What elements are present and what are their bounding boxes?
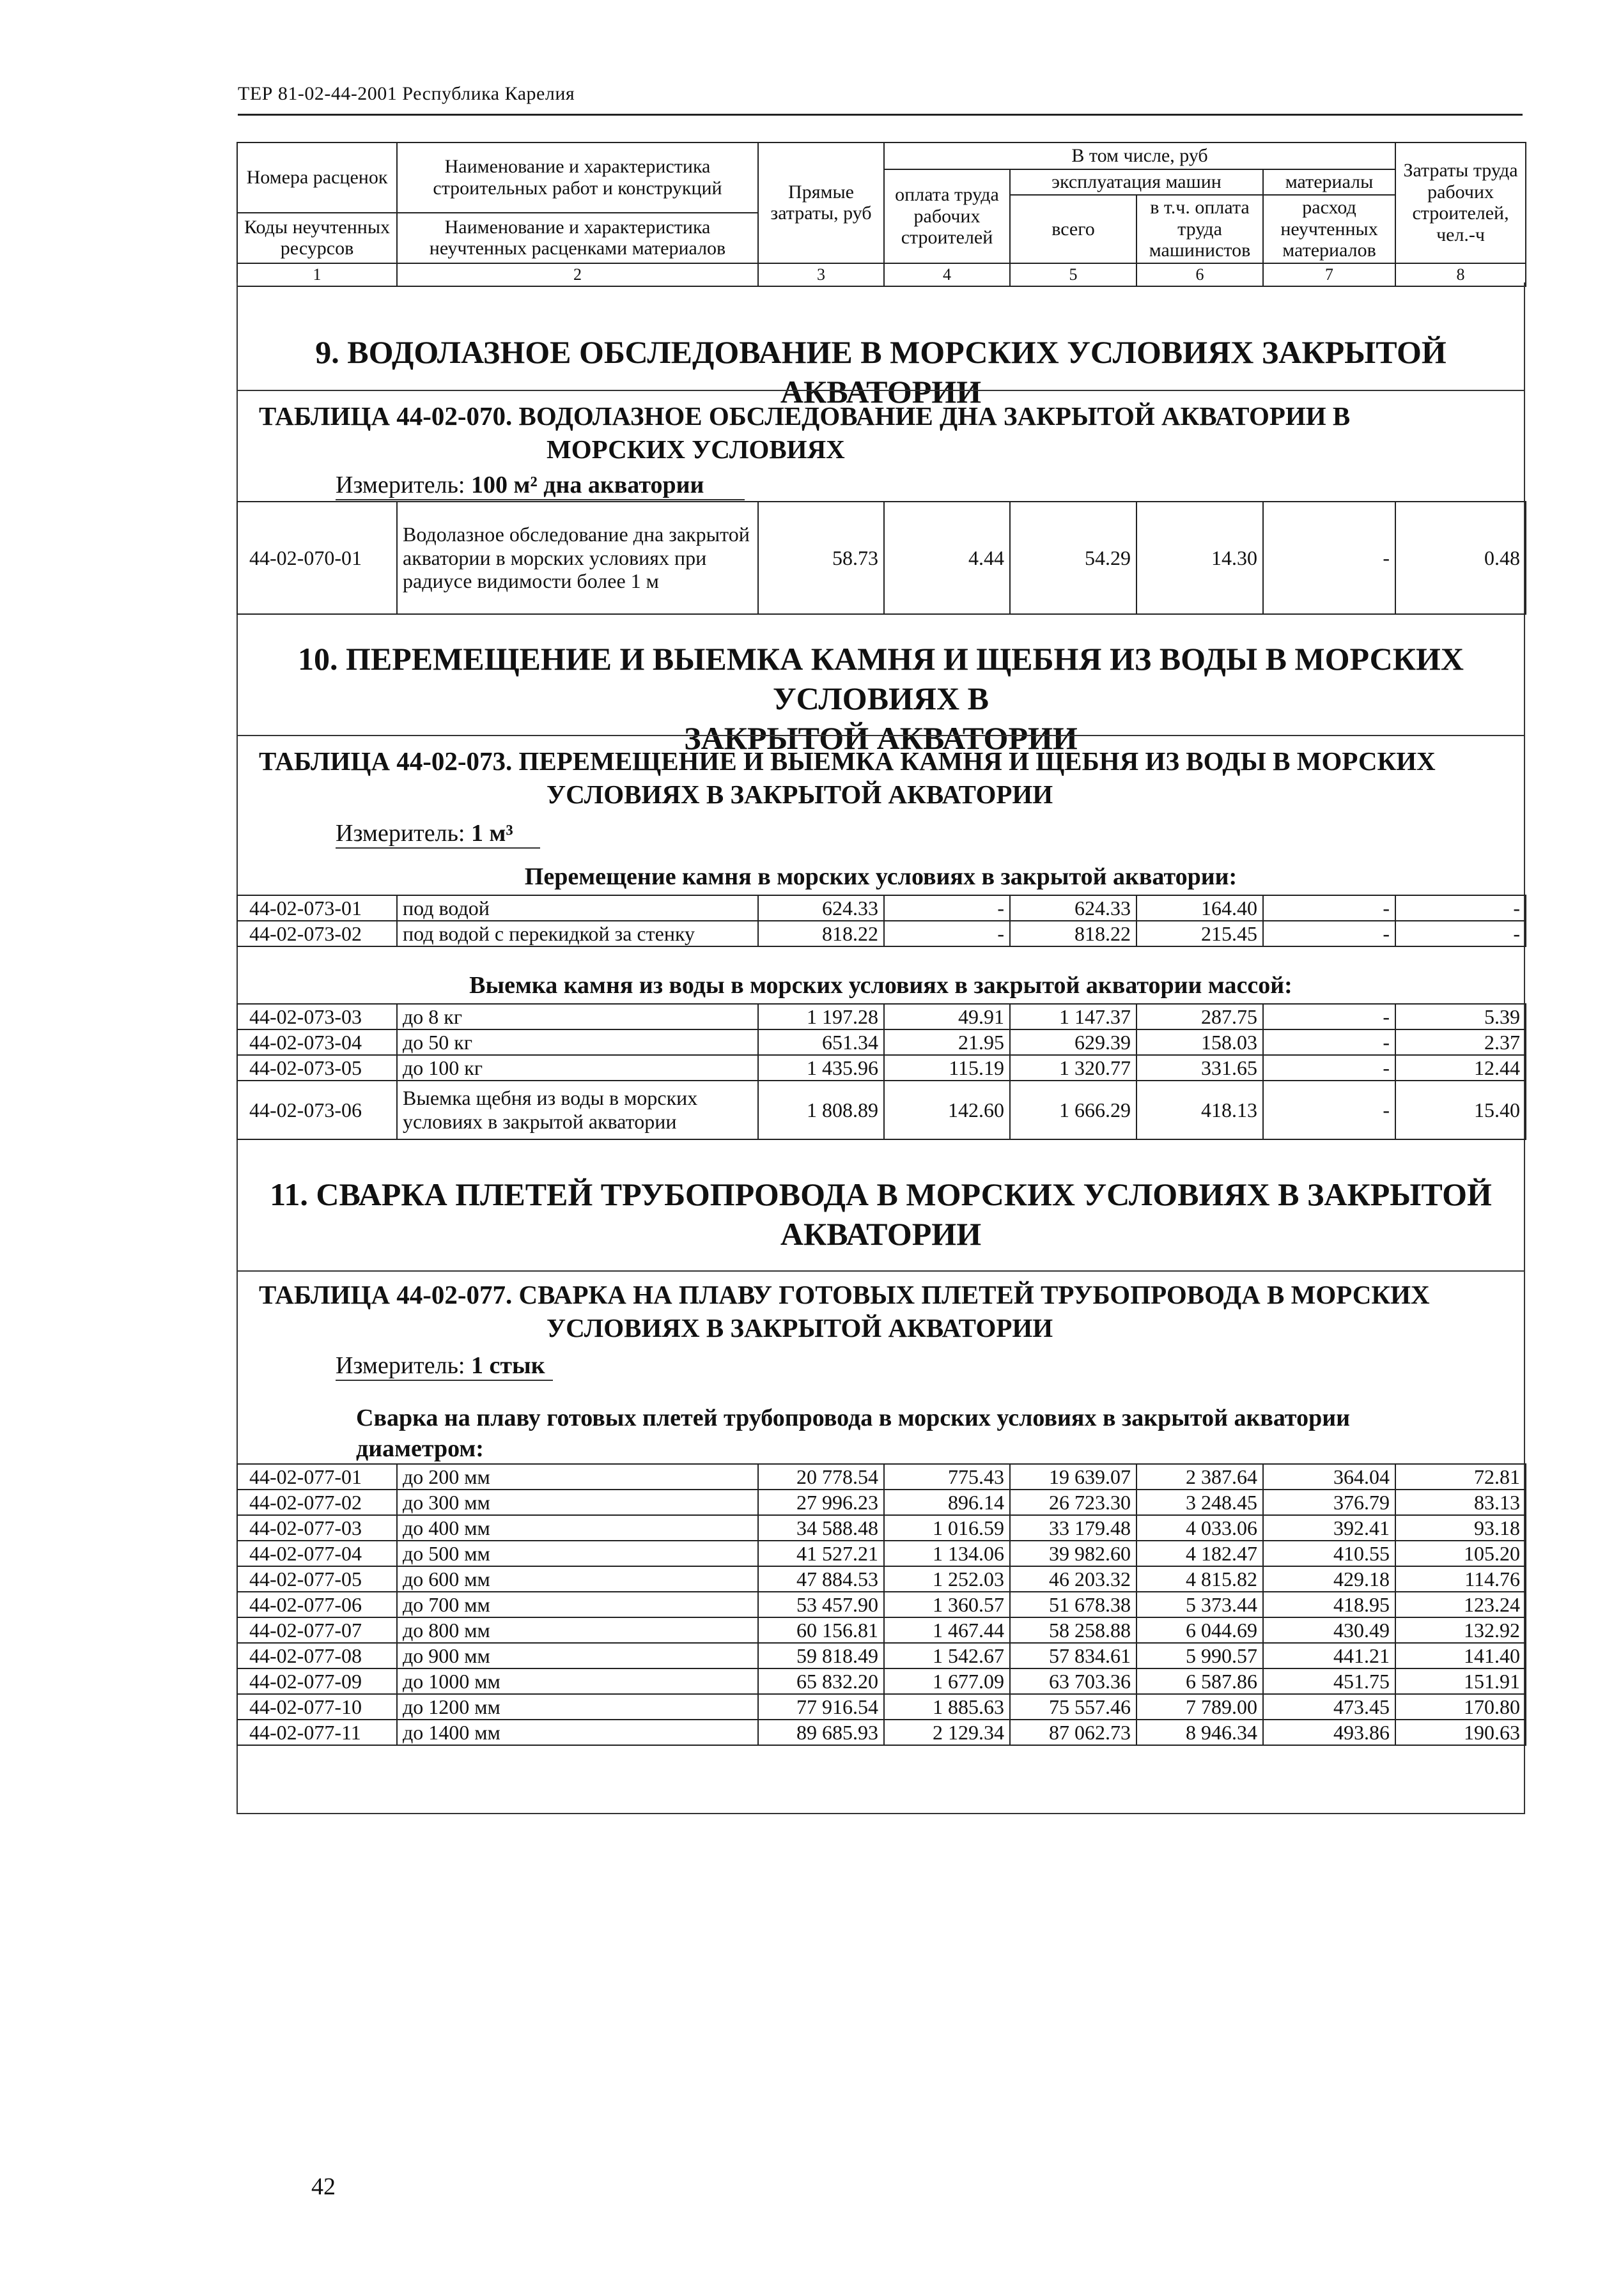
rate-code: 44-02-077-02 xyxy=(237,1490,397,1515)
materials-cost: - xyxy=(1263,1055,1395,1081)
table-title-line: УСЛОВИЯХ В ЗАКРЫТОЙ АКВАТОРИИ xyxy=(547,1313,1053,1343)
materials-cost: 364.04 xyxy=(1263,1464,1395,1490)
header-direct-costs: Прямые затраты, руб xyxy=(758,143,884,263)
measure-prefix: Измеритель: xyxy=(336,820,465,847)
group-label-stone-extract: Выемка камня из воды в морских условиях в закрытой акватории массой: xyxy=(469,972,1292,999)
labor-hours: 141.40 xyxy=(1395,1643,1526,1668)
labor-pay: 1 677.09 xyxy=(884,1668,1010,1694)
materials-cost: - xyxy=(1263,1029,1395,1055)
measure-rule xyxy=(336,1380,553,1381)
table-title-line: ТАБЛИЦА 44-02-073. ПЕРЕМЕЩЕНИЕ И ВЫЕМКА КАМНЯ И ЩЕБНЯ ИЗ ВОДЫ В МОРСКИХ xyxy=(259,746,1436,776)
rate-code: 44-02-077-11 xyxy=(237,1720,397,1745)
direct-cost: 77 916.54 xyxy=(758,1694,884,1720)
machine-cost: 1 147.37 xyxy=(1010,1004,1136,1029)
work-name: до 900 мм xyxy=(397,1643,758,1668)
measure-unit xyxy=(336,819,513,847)
rate-code: 44-02-070-01 xyxy=(237,502,397,614)
table-row xyxy=(237,1515,1526,1541)
measure-prefix: Измеритель: xyxy=(336,472,465,498)
labor-pay: 896.14 xyxy=(884,1490,1010,1515)
section-rule xyxy=(238,1270,1524,1272)
col-number: 2 xyxy=(397,263,758,286)
work-name: под водой xyxy=(397,895,758,921)
header-machine-operation: эксплуатация машин xyxy=(1010,169,1263,195)
measure-rule xyxy=(336,847,540,849)
labor-pay: 1 360.57 xyxy=(884,1592,1010,1617)
col-number: 6 xyxy=(1136,263,1263,286)
machine-cost: 58 258.88 xyxy=(1010,1617,1136,1643)
work-name: Выемка щебня из воды в морских условиях в закрытой акватории xyxy=(397,1081,758,1139)
page-number: 42 xyxy=(311,2173,336,2200)
group-label-welding xyxy=(238,1403,1524,1464)
operator-pay: 7 789.00 xyxy=(1136,1694,1263,1720)
labor-hours: 170.80 xyxy=(1395,1694,1526,1720)
table-row xyxy=(237,1694,1526,1720)
rate-code: 44-02-073-04 xyxy=(237,1029,397,1055)
direct-cost: 34 588.48 xyxy=(758,1515,884,1541)
table-row xyxy=(237,1029,1526,1055)
labor-pay: 775.43 xyxy=(884,1464,1010,1490)
work-name: до 100 кг xyxy=(397,1055,758,1081)
machine-cost: 63 703.36 xyxy=(1010,1668,1136,1694)
labor-pay: 1 134.06 xyxy=(884,1541,1010,1566)
machine-cost: 51 678.38 xyxy=(1010,1592,1136,1617)
rate-code: 44-02-073-03 xyxy=(237,1004,397,1029)
work-name: под водой с перекидкой за стенку xyxy=(397,921,758,946)
direct-cost: 65 832.20 xyxy=(758,1668,884,1694)
materials-cost: 418.95 xyxy=(1263,1592,1395,1617)
table-title-line: УСЛОВИЯХ В ЗАКРЫТОЙ АКВАТОРИИ xyxy=(547,780,1053,809)
group-label-stone-move: Перемещение камня в морских условиях в закрытой акватории: xyxy=(524,863,1237,890)
operator-pay: 6 587.86 xyxy=(1136,1668,1263,1694)
table-44-02-073-title xyxy=(259,744,1486,811)
measure-value: 100 м² дна акватории xyxy=(471,472,704,498)
machine-cost: 39 982.60 xyxy=(1010,1541,1136,1566)
measure-unit xyxy=(336,1352,545,1380)
table-row xyxy=(237,1643,1526,1668)
operator-pay: 215.45 xyxy=(1136,921,1263,946)
direct-cost: 1 435.96 xyxy=(758,1055,884,1081)
table-row xyxy=(237,1055,1526,1081)
operator-pay: 164.40 xyxy=(1136,895,1263,921)
work-name: до 50 кг xyxy=(397,1029,758,1055)
labor-hours: 190.63 xyxy=(1395,1720,1526,1745)
section-title-line: 10. ПЕРЕМЕЩЕНИЕ И ВЫЕМКА КАМНЯ И ЩЕБНЯ ИЗ ВОДЫ В МОРСКИХ УСЛОВИЯХ В xyxy=(297,641,1464,716)
group-label-line: Сварка на плаву готовых плетей трубопровода в морских условиях в закрытой акватории xyxy=(356,1405,1351,1431)
machine-cost: 1 320.77 xyxy=(1010,1055,1136,1081)
measure-value: 1 стык xyxy=(471,1352,545,1379)
rate-code: 44-02-077-01 xyxy=(237,1464,397,1490)
materials-cost: - xyxy=(1263,921,1395,946)
table-row xyxy=(237,1541,1526,1566)
labor-hours: - xyxy=(1395,921,1526,946)
section-10-title xyxy=(238,639,1524,758)
rate-code: 44-02-073-02 xyxy=(237,921,397,946)
table-row xyxy=(237,1490,1526,1515)
rate-code: 44-02-077-05 xyxy=(237,1566,397,1592)
materials-cost: 473.45 xyxy=(1263,1694,1395,1720)
table-row xyxy=(237,1592,1526,1617)
labor-hours: 114.76 xyxy=(1395,1566,1526,1592)
rate-code: 44-02-077-08 xyxy=(237,1643,397,1668)
table-row xyxy=(237,1004,1526,1029)
labor-hours: 0.48 xyxy=(1395,502,1526,614)
col-number: 8 xyxy=(1395,263,1526,286)
labor-pay: 4.44 xyxy=(884,502,1010,614)
operator-pay: 4 815.82 xyxy=(1136,1566,1263,1592)
operator-pay: 158.03 xyxy=(1136,1029,1263,1055)
section-rule xyxy=(238,735,1524,736)
machine-cost: 19 639.07 xyxy=(1010,1464,1136,1490)
measure-value: 1 м³ xyxy=(471,820,513,847)
table-row xyxy=(237,1668,1526,1694)
operator-pay: 2 387.64 xyxy=(1136,1464,1263,1490)
direct-cost: 41 527.21 xyxy=(758,1541,884,1566)
direct-cost: 47 884.53 xyxy=(758,1566,884,1592)
column-header-table xyxy=(237,142,1526,287)
table-row xyxy=(237,1617,1526,1643)
header-material-name: Наименование и характеристика неучтенных расценками материалов xyxy=(397,213,758,263)
materials-cost: - xyxy=(1263,1004,1395,1029)
work-name: до 700 мм xyxy=(397,1592,758,1617)
machine-cost: 26 723.30 xyxy=(1010,1490,1136,1515)
operator-pay: 418.13 xyxy=(1136,1081,1263,1139)
header-codes: Коды неучтенных ресурсов xyxy=(237,213,397,263)
machine-cost: 1 666.29 xyxy=(1010,1081,1136,1139)
direct-cost: 53 457.90 xyxy=(758,1592,884,1617)
direct-cost: 89 685.93 xyxy=(758,1720,884,1745)
labor-pay: - xyxy=(884,895,1010,921)
machine-cost: 75 557.46 xyxy=(1010,1694,1136,1720)
machine-cost: 57 834.61 xyxy=(1010,1643,1136,1668)
table-row xyxy=(237,1566,1526,1592)
work-name: до 200 мм xyxy=(397,1464,758,1490)
labor-pay: 49.91 xyxy=(884,1004,1010,1029)
operator-pay: 5 990.57 xyxy=(1136,1643,1263,1668)
labor-pay: 21.95 xyxy=(884,1029,1010,1055)
section-title-line: АКВАТОРИИ xyxy=(780,1216,982,1252)
section-title-line: ЗАКРЫТОЙ АКВАТОРИИ xyxy=(684,720,1078,756)
group-label-line: диаметром: xyxy=(356,1435,484,1462)
work-name: до 1400 мм xyxy=(397,1720,758,1745)
machine-cost: 629.39 xyxy=(1010,1029,1136,1055)
direct-cost: 59 818.49 xyxy=(758,1643,884,1668)
header-rule xyxy=(238,114,1523,116)
table-44-02-077-title xyxy=(259,1278,1486,1344)
machine-cost: 624.33 xyxy=(1010,895,1136,921)
col-number: 7 xyxy=(1263,263,1395,286)
direct-cost: 27 996.23 xyxy=(758,1490,884,1515)
table-44-02-073-group1 xyxy=(237,895,1526,947)
table-title-line: МОРСКИХ УСЛОВИЯХ xyxy=(547,435,845,464)
labor-pay: 115.19 xyxy=(884,1055,1010,1081)
materials-cost: 376.79 xyxy=(1263,1490,1395,1515)
labor-pay: 1 885.63 xyxy=(884,1694,1010,1720)
direct-cost: 20 778.54 xyxy=(758,1464,884,1490)
operator-pay: 6 044.69 xyxy=(1136,1617,1263,1643)
machine-cost: 33 179.48 xyxy=(1010,1515,1136,1541)
rate-code: 44-02-077-04 xyxy=(237,1541,397,1566)
labor-hours: 105.20 xyxy=(1395,1541,1526,1566)
rate-code: 44-02-073-01 xyxy=(237,895,397,921)
section-11-title xyxy=(238,1175,1524,1254)
col-number: 3 xyxy=(758,263,884,286)
table-44-02-077 xyxy=(237,1463,1526,1746)
work-name: до 600 мм xyxy=(397,1566,758,1592)
operator-pay: 3 248.45 xyxy=(1136,1490,1263,1515)
rate-code: 44-02-077-09 xyxy=(237,1668,397,1694)
measure-unit xyxy=(336,471,704,499)
operator-pay: 331.65 xyxy=(1136,1055,1263,1081)
operator-pay: 4 182.47 xyxy=(1136,1541,1263,1566)
measure-rule xyxy=(336,499,745,500)
machine-cost: 818.22 xyxy=(1010,921,1136,946)
col-number: 1 xyxy=(237,263,397,286)
page-header: ТЕР 81-02-44-2001 Республика Карелия xyxy=(238,83,575,104)
rate-code: 44-02-077-03 xyxy=(237,1515,397,1541)
labor-pay: 142.60 xyxy=(884,1081,1010,1139)
labor-pay: 2 129.34 xyxy=(884,1720,1010,1745)
section-9-title: 9. ВОДОЛАЗНОЕ ОБСЛЕДОВАНИЕ В МОРСКИХ УСЛОВИЯХ ЗАКРЫТОЙ АКВАТОРИИ xyxy=(315,334,1447,410)
work-name: до 1200 мм xyxy=(397,1694,758,1720)
table-title-line: ТАБЛИЦА 44-02-070. ВОДОЛАЗНОЕ ОБСЛЕДОВАНИЕ ДНА ЗАКРЫТОЙ АКВАТОРИИ В xyxy=(259,401,1351,431)
labor-hours: 72.81 xyxy=(1395,1464,1526,1490)
header-including: В том числе, руб xyxy=(884,143,1395,169)
operator-pay: 5 373.44 xyxy=(1136,1592,1263,1617)
materials-cost: - xyxy=(1263,1081,1395,1139)
machine-cost: 54.29 xyxy=(1010,502,1136,614)
work-name: до 800 мм xyxy=(397,1617,758,1643)
labor-hours: 132.92 xyxy=(1395,1617,1526,1643)
table-row xyxy=(237,895,1526,921)
labor-pay: - xyxy=(884,921,1010,946)
header-total: всего xyxy=(1010,195,1136,263)
materials-cost: 410.55 xyxy=(1263,1541,1395,1566)
section-rule xyxy=(238,390,1524,391)
work-name: до 1000 мм xyxy=(397,1668,758,1694)
header-labor-costs: Затраты труда рабочих строителей, чел.-ч xyxy=(1395,143,1526,263)
work-name: до 500 мм xyxy=(397,1541,758,1566)
direct-cost: 58.73 xyxy=(758,502,884,614)
direct-cost: 1 808.89 xyxy=(758,1081,884,1139)
labor-hours: - xyxy=(1395,895,1526,921)
machine-cost: 46 203.32 xyxy=(1010,1566,1136,1592)
direct-cost: 1 197.28 xyxy=(758,1004,884,1029)
header-materials-cost: расход неучтенных материалов xyxy=(1263,195,1395,263)
rate-code: 44-02-077-07 xyxy=(237,1617,397,1643)
header-numbers: Номера расценок xyxy=(237,143,397,213)
labor-hours: 12.44 xyxy=(1395,1055,1526,1081)
direct-cost: 60 156.81 xyxy=(758,1617,884,1643)
header-labor-pay: оплата труда рабочих строителей xyxy=(884,169,1010,263)
direct-cost: 624.33 xyxy=(758,895,884,921)
table-row xyxy=(237,921,1526,946)
table-row xyxy=(237,1720,1526,1745)
labor-hours: 123.24 xyxy=(1395,1592,1526,1617)
labor-pay: 1 542.67 xyxy=(884,1643,1010,1668)
materials-cost: - xyxy=(1263,895,1395,921)
labor-hours: 2.37 xyxy=(1395,1029,1526,1055)
table-row xyxy=(237,1081,1526,1139)
labor-hours: 93.18 xyxy=(1395,1515,1526,1541)
table-44-02-073-group2 xyxy=(237,1003,1526,1140)
rate-code: 44-02-073-05 xyxy=(237,1055,397,1081)
work-name: Водолазное обследование дна закрытой акватории в морских условиях при радиусе видимости более 1 м xyxy=(397,502,758,614)
materials-cost: 493.86 xyxy=(1263,1720,1395,1745)
work-name: до 8 кг xyxy=(397,1004,758,1029)
materials-cost: 392.41 xyxy=(1263,1515,1395,1541)
materials-cost: 441.21 xyxy=(1263,1643,1395,1668)
col-number: 4 xyxy=(884,263,1010,286)
labor-hours: 5.39 xyxy=(1395,1004,1526,1029)
header-materials: материалы xyxy=(1263,169,1395,195)
table-44-02-070-title xyxy=(259,399,1486,466)
rate-code: 44-02-077-06 xyxy=(237,1592,397,1617)
labor-pay: 1 467.44 xyxy=(884,1617,1010,1643)
labor-hours: 83.13 xyxy=(1395,1490,1526,1515)
labor-pay: 1 016.59 xyxy=(884,1515,1010,1541)
table-title-line: ТАБЛИЦА 44-02-077. СВАРКА НА ПЛАВУ ГОТОВЫХ ПЛЕТЕЙ ТРУБОПРОВОДА В МОРСКИХ xyxy=(259,1280,1430,1309)
table-row xyxy=(237,1464,1526,1490)
materials-cost: 451.75 xyxy=(1263,1668,1395,1694)
materials-cost: 429.18 xyxy=(1263,1566,1395,1592)
measure-prefix: Измеритель: xyxy=(336,1352,465,1379)
operator-pay: 14.30 xyxy=(1136,502,1263,614)
section-title-line: 11. СВАРКА ПЛЕТЕЙ ТРУБОПРОВОДА В МОРСКИХ УСЛОВИЯХ В ЗАКРЫТОЙ xyxy=(270,1176,1492,1212)
operator-pay: 287.75 xyxy=(1136,1004,1263,1029)
rate-code: 44-02-073-06 xyxy=(237,1081,397,1139)
rate-code: 44-02-077-10 xyxy=(237,1694,397,1720)
header-incl-operators: в т.ч. оплата труда машинистов xyxy=(1136,195,1263,263)
operator-pay: 8 946.34 xyxy=(1136,1720,1263,1745)
materials-cost: 430.49 xyxy=(1263,1617,1395,1643)
table-44-02-070 xyxy=(237,501,1526,615)
work-name: до 300 мм xyxy=(397,1490,758,1515)
col-number: 5 xyxy=(1010,263,1136,286)
direct-cost: 818.22 xyxy=(758,921,884,946)
labor-pay: 1 252.03 xyxy=(884,1566,1010,1592)
table-row xyxy=(237,502,1526,614)
machine-cost: 87 062.73 xyxy=(1010,1720,1136,1745)
operator-pay: 4 033.06 xyxy=(1136,1515,1263,1541)
work-name: до 400 мм xyxy=(397,1515,758,1541)
labor-hours: 15.40 xyxy=(1395,1081,1526,1139)
materials-cost: - xyxy=(1263,502,1395,614)
direct-cost: 651.34 xyxy=(758,1029,884,1055)
header-work-name: Наименование и характеристика строительных работ и конструкций xyxy=(397,143,758,213)
labor-hours: 151.91 xyxy=(1395,1668,1526,1694)
